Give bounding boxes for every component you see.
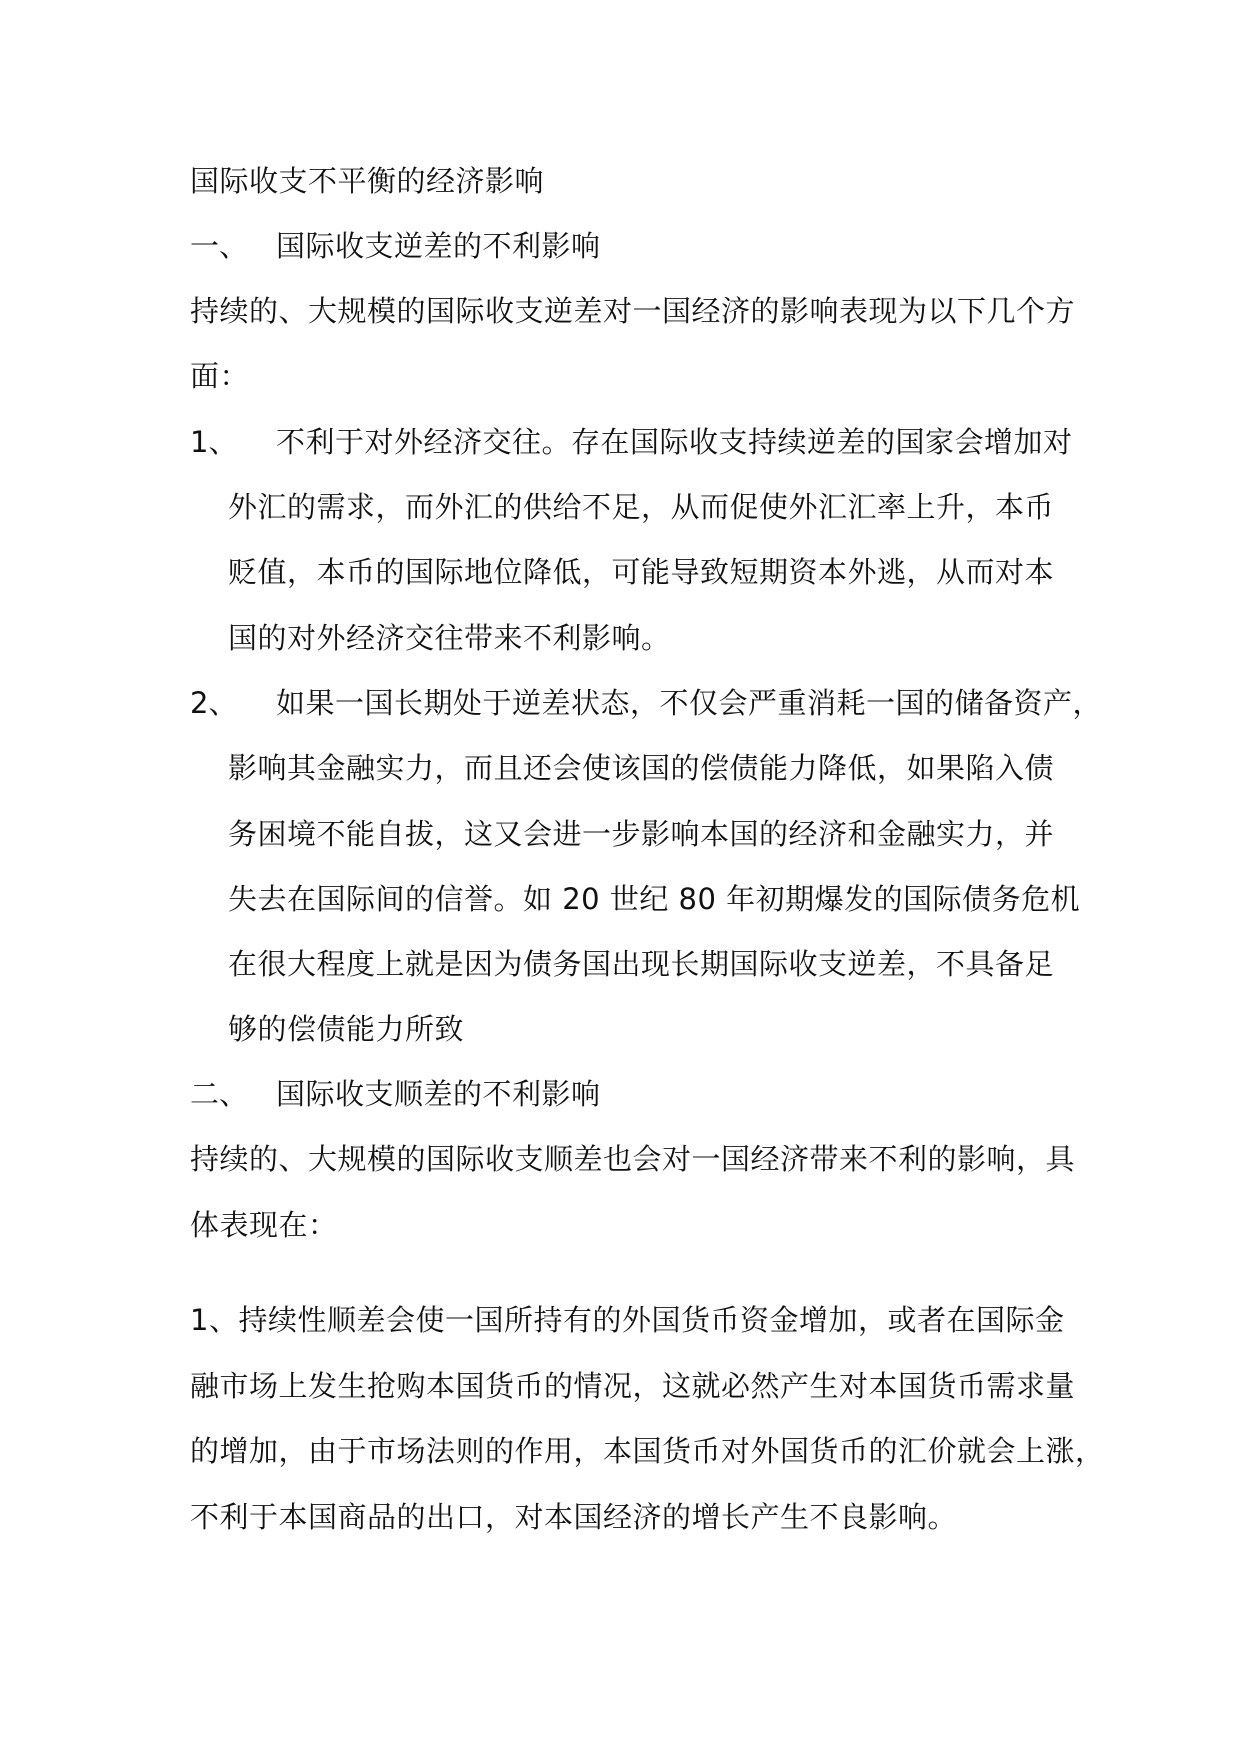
section1-item2-line: 够的偿债能力所致 [228,1012,465,1046]
section1-heading: 国际收支逆差的不利影响 [276,229,601,263]
section1-item2-line: 务困境不能自拔，这又会进一步影响本国的经济和金融实力，并 [228,817,1055,851]
section2-intro-line: 体表现在： [190,1208,338,1242]
section2-item1-line: 的增加，由于市场法则的作用，本国货币对外国货币的汇价就会上涨， [190,1434,1105,1468]
section1-item1-number: 1、 [190,425,238,459]
section1-item2-line: 在很大程度上就是因为债务国出现长期国际收支逆差，不具备足 [228,947,1055,981]
section1-intro-line: 持续的、大规模的国际收支逆差对一国经济的影响表现为以下几个方 [190,294,1076,328]
section1-intro-line: 面： [190,359,250,393]
section2-item1-line: 融市场上发生抢购本国货币的情况，这就必然产生对本国货币需求量 [190,1369,1076,1403]
section1-item1-line: 外汇的需求，而外汇的供给不足，从而促使外汇汇率上升，本币 [228,490,1055,524]
section1-item2-line: 失去在国际间的信誉。如 20 世纪 80 年初期爆发的国际债务危机 [228,882,1081,916]
section2-item1-line: 1、持续性顺差会使一国所持有的外国货币资金增加，或者在国际金 [190,1303,1065,1337]
section1-item1-line: 国的对外经济交往带来不利影响。 [228,621,671,655]
section2-heading: 国际收支顺差的不利影响 [276,1077,601,1111]
section1-item1-line: 贬值，本币的国际地位降低，可能导致短期资本外逃，从而对本 [228,555,1055,589]
section2-item1-line: 不利于本国商品的出口，对本国经济的增长产生不良影响。 [190,1500,958,1534]
section1-item2-number: 2、 [190,686,238,720]
document-title: 国际收支不平衡的经济影响 [190,164,545,198]
section1-item2-line: 影响其金融实力，而且还会使该国的偿债能力降低，如果陷入债 [228,751,1055,785]
section2-number: 二、 [190,1077,249,1111]
section1-item2-first-line: 如果一国长期处于逆差状态，不仅会严重消耗一国的储备资产， [276,686,1103,720]
section2-intro-line: 持续的、大规模的国际收支顺差也会对一国经济带来不利的影响，具 [190,1142,1076,1176]
section1-item1-first-line: 不利于对外经济交往。存在国际收支持续逆差的国家会增加对 [276,425,1073,459]
section1-number: 一、 [190,229,249,263]
